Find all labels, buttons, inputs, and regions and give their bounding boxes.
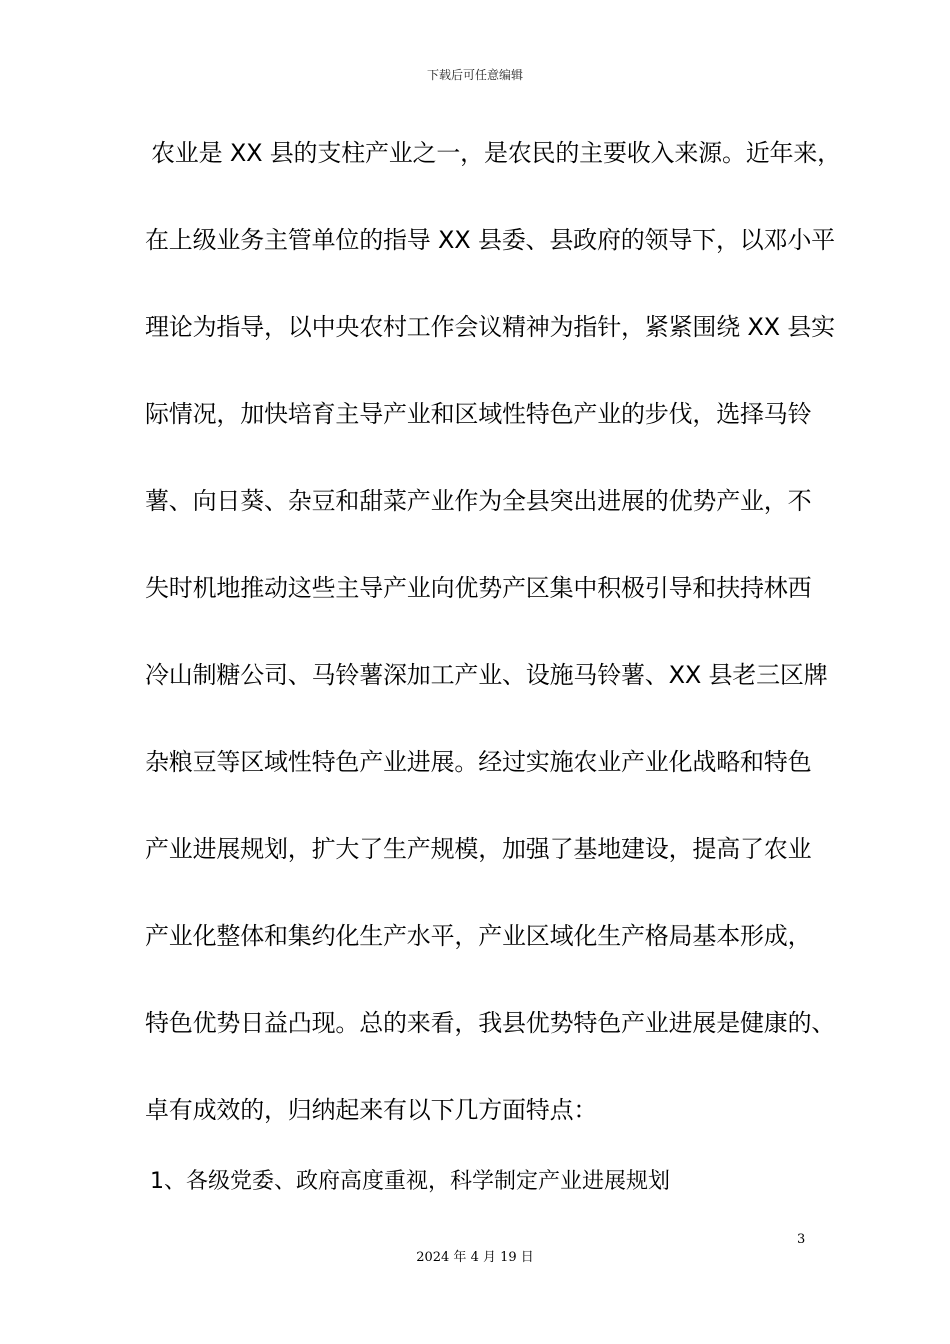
paragraph-line: 农业是 XX 县的支柱产业之一，是农民的主要收入来源。近年来， <box>151 139 841 167</box>
paragraph-line: 理论为指导，以中央农村工作会议精神为指针，紧紧围绕 XX 县实 <box>145 313 835 341</box>
paragraph-line: 产业进展规划，扩大了生产规模，加强了基地建设，提高了农业 <box>145 835 812 863</box>
page-number: 3 <box>797 1232 806 1247</box>
paragraph-line: 际情况，加快培育主导产业和区域性特色产业的步伐，选择马铃 <box>145 400 812 428</box>
paragraph-line: 冷山制糖公司、马铃薯深加工产业、设施马铃薯、XX 县老三区牌 <box>145 661 828 689</box>
section-subheading: 1、各级党委、政府高度重视，科学制定产业进展规划 <box>150 1169 670 1194</box>
paragraph-line: 卓有成效的，归纳起来有以下几方面特点： <box>145 1096 598 1124</box>
paragraph-line: 产业化整体和集约化生产水平，产业区域化生产格局基本形成， <box>145 922 812 950</box>
footer-date: 2024 年 4 月 19 日 <box>416 1250 534 1265</box>
body-paragraph <box>145 132 841 1176</box>
paragraph-line: 杂粮豆等区域性特色产业进展。经过实施农业产业化战略和特色 <box>145 748 812 776</box>
page-header: 下载后可任意编辑 <box>426 68 523 82</box>
paragraph-line: 失时机地推动这些主导产业向优势产区集中积极引导和扶持林西 <box>145 574 812 602</box>
paragraph-line: 在上级业务主管单位的指导 XX 县委、县政府的领导下，以邓小平 <box>145 226 835 254</box>
paragraph-line: 薯、向日葵、杂豆和甜菜产业作为全县突出进展的优势产业，不 <box>145 487 812 515</box>
paragraph-line: 特色优势日益凸现。总的来看，我县优势特色产业进展是健康的、 <box>145 1009 836 1037</box>
